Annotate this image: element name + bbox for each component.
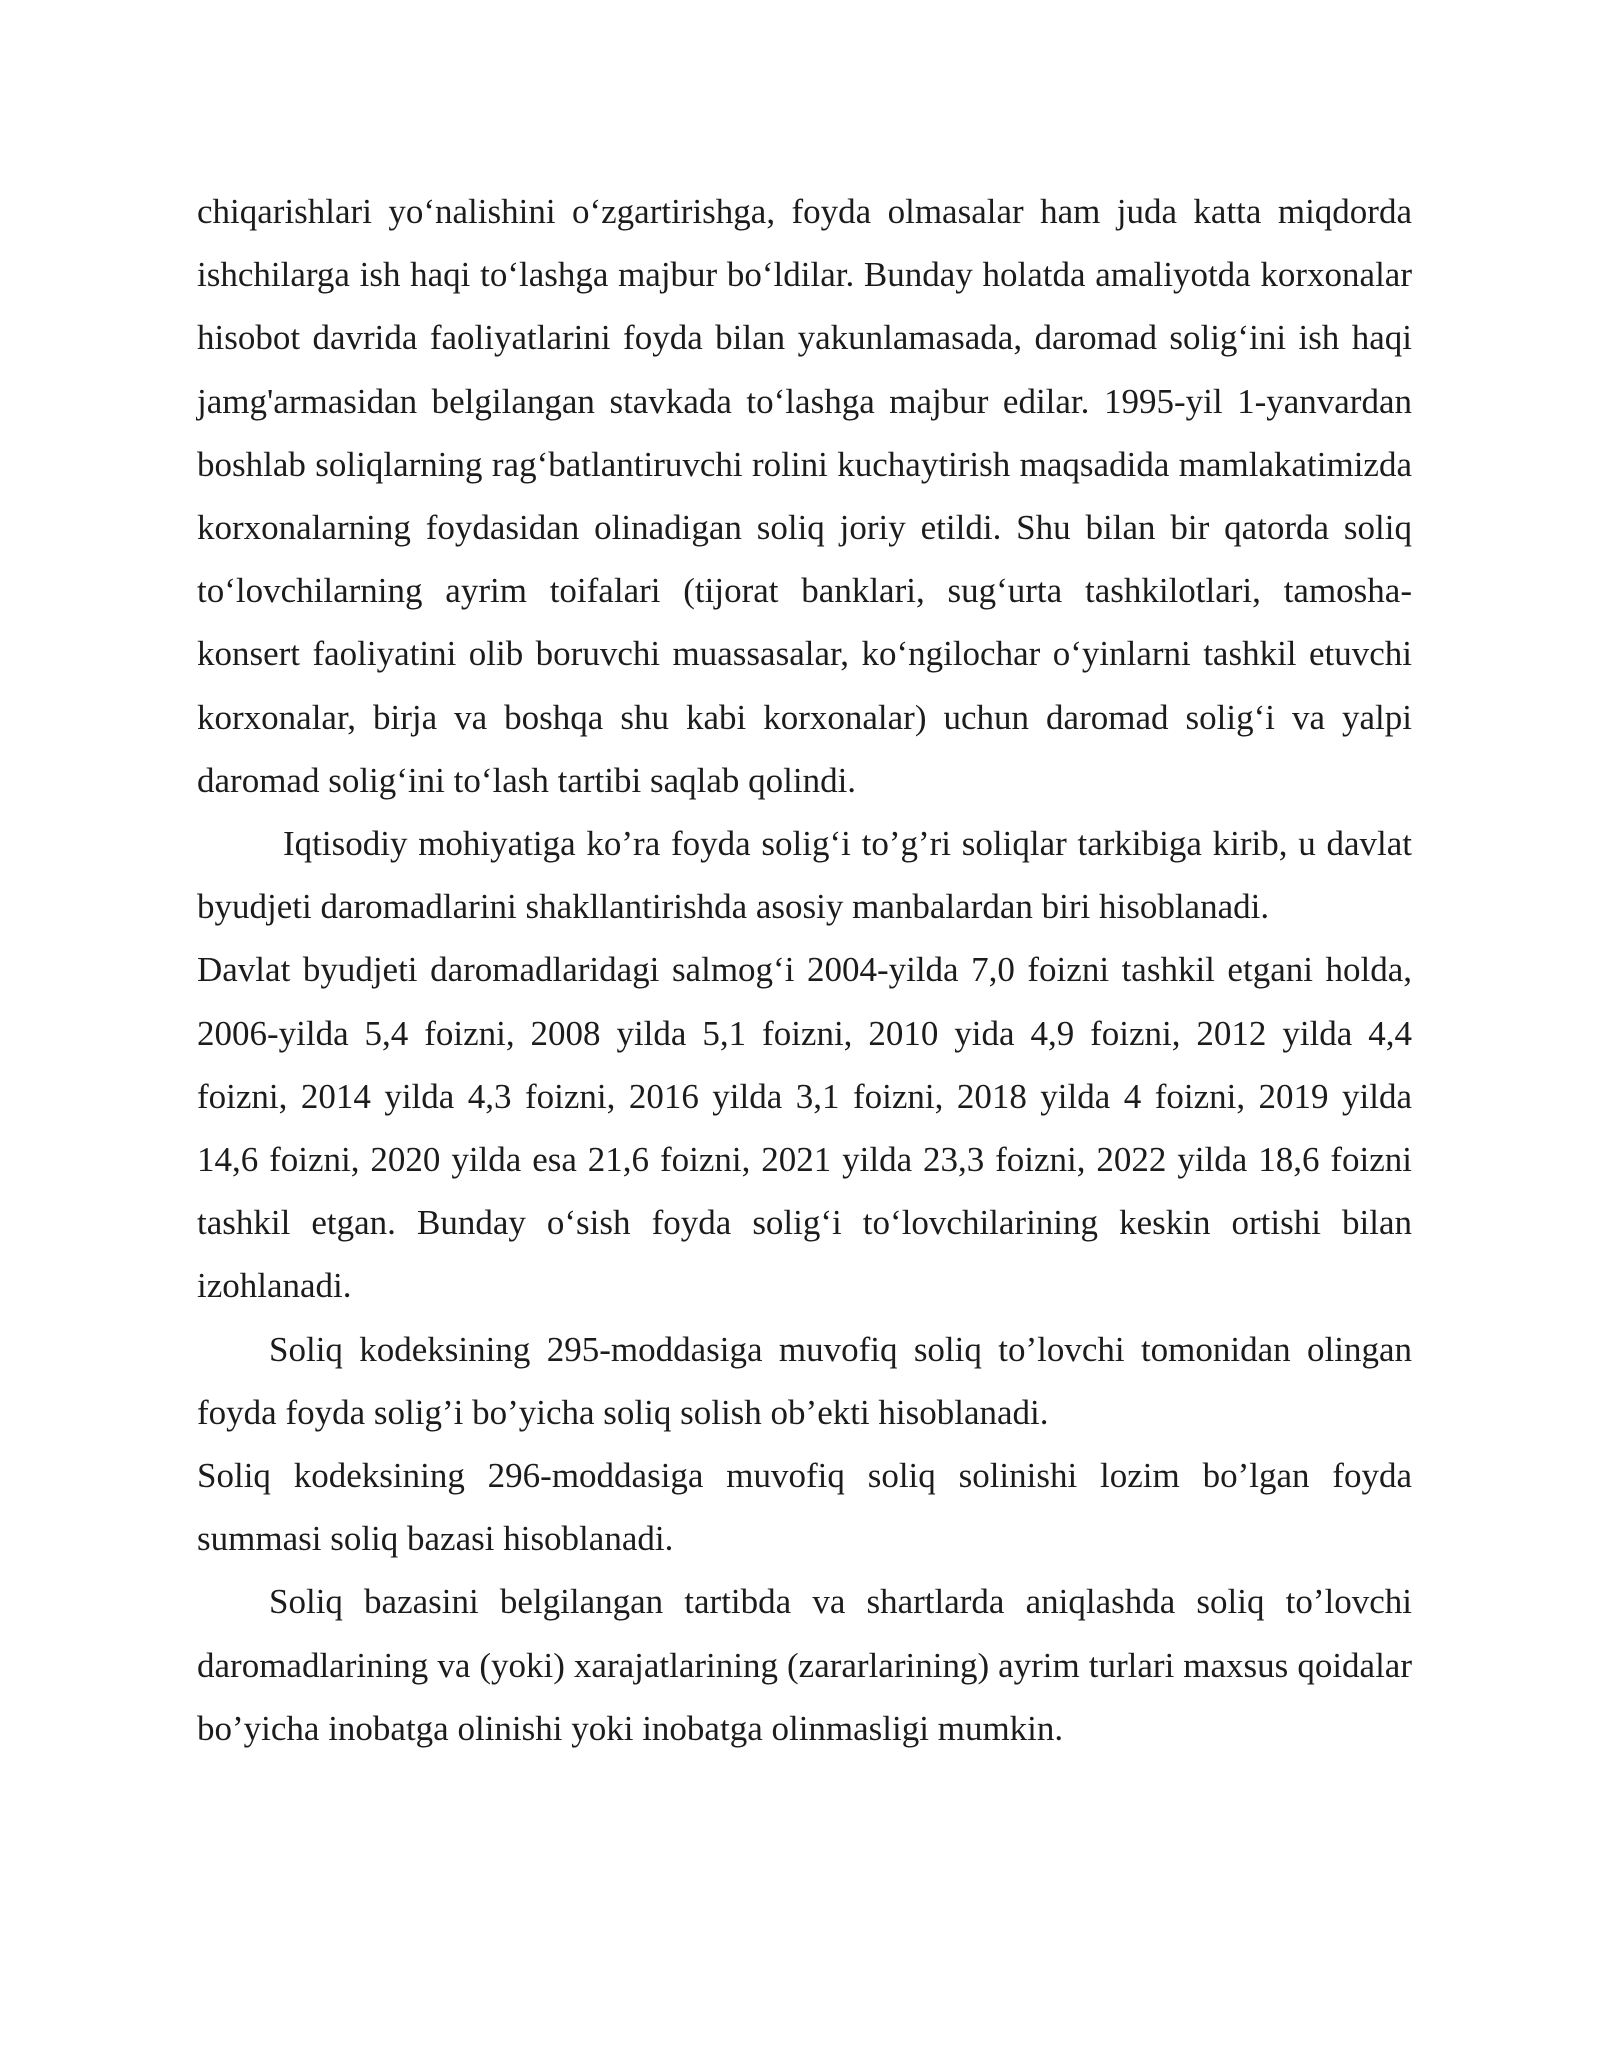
paragraph-article-296: Soliq kodeksining 296-moddasiga muvofiq soliq solinishi lozim bo’lgan foyda summasi soliq bazasi hisoblanadi. [197, 1456, 1412, 1559]
paragraph-tax-history: chiqarishlari yo‘nalishini o‘zgartirishga, foyda olmasalar ham juda katta miqdorda ishchilarga ish haqi to‘lashga majbur bo‘ldilar. Bunday holatda amaliyotda korxonalar hisobot davrida faoliyatlarini foyda bilan yakunlamasada, daromad solig‘ini ish haqi jamg'armasidan belgilangan stavkada to‘lashga majbur edilar. 1995-yil 1-yanvardan boshlab soliqlarning rag‘batlantiruvchi rolini kuchaytirish maqsadida mamlakatimizda korxonalarning foydasidan olinadigan soliq joriy etildi. Shu bilan bir qatorda soliq to‘lovchilarning ayrim toifalari (tijorat banklari, sug‘urta tashkilotlari, tamosha-konsert faoliyatini olib boruvchi muassasalar, ko‘ngilochar o‘yinlarni tashkil etuvchi korxonalar, birja va boshqa shu kabi korxonalar) uchun daromad solig‘i va yalpi daromad solig‘ini to‘lash tartibi saqlab qolindi. [197, 192, 1412, 800]
paragraph-tax-base-rules: Soliq bazasini belgilangan tartibda va shartlarda aniqlashda soliq to’lovchi daromadlarining va (yoki) xarajatlarining (zararlarining) ayrim turlari maxsus qoidalar bo’yicha inobatga olinishi yoki inobatga olinmasligi mumkin. [197, 1582, 1412, 1748]
paragraph-economic-essence: Iqtisodiy mohiyatiga ko’ra foyda solig‘i to’g’ri soliqlar tarkibiga kirib, u davlat byudjeti daromadlarini shakllantirishda asosiy manbalardan biri hisoblanadi. [197, 824, 1412, 927]
paragraph-budget-share: Davlat byudjeti daromadlaridagi salmog‘i 2004-yilda 7,0 foizni tashkil etgani holda, 2006-yilda 5,4 foizni, 2008 yilda 5,1 foizni, 2010 yida 4,9 foizni, 2012 yilda 4,4 foizni, 2014 yilda 4,3 foizni, 2016 yilda 3,1 foizni, 2018 yilda 4 foizni, 2019 yilda 14,6 foizni, 2020 yilda esa 21,6 foizni, 2021 yilda 23,3 foizni, 2022 yilda 18,6 foizni tashkil etgan. Bunday o‘sish foyda solig‘i to‘lovchilarining keskin ortishi bilan izohlanadi. [197, 950, 1412, 1306]
document-page [197, 180, 1412, 1760]
paragraph-article-295: Soliq kodeksining 295-moddasiga muvofiq soliq to’lovchi tomonidan olingan foyda foyda solig’i bo’yicha soliq solish ob’ekti hisoblanadi. [197, 1329, 1412, 1432]
